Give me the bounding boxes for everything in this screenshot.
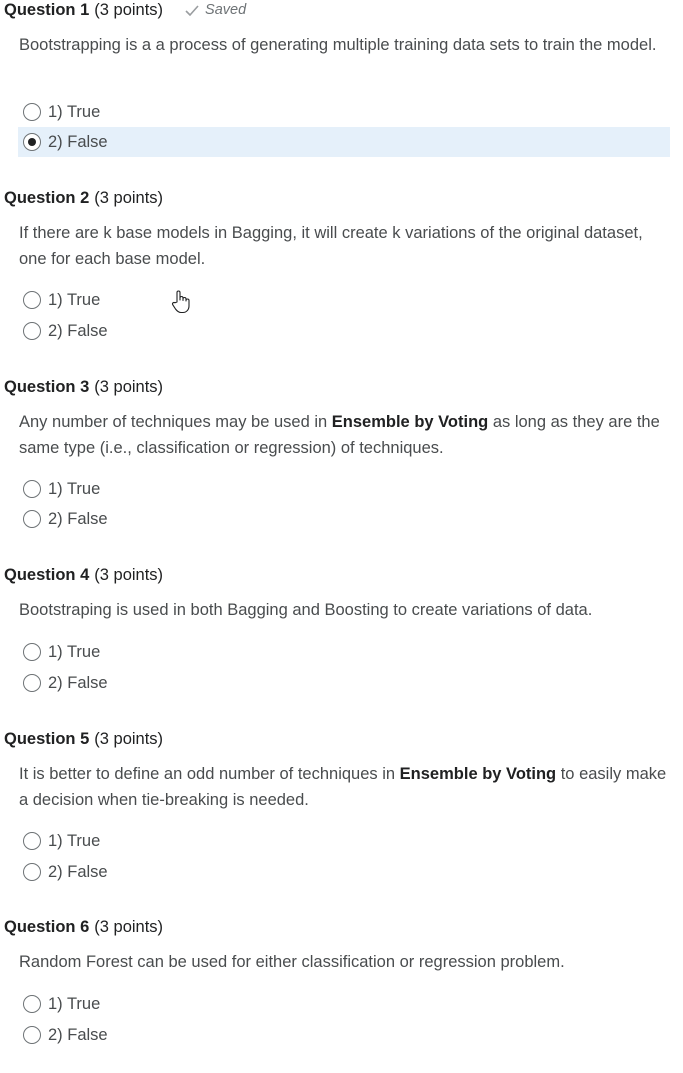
option-label: 1) True: [48, 831, 101, 850]
option-label: 1) True: [48, 994, 101, 1013]
answer-option-true[interactable]: [18, 474, 670, 504]
saved-label: Saved: [205, 2, 247, 18]
checkmark-icon: [185, 5, 199, 16]
question-points: (3 points): [94, 565, 164, 584]
radio-button[interactable]: [23, 832, 41, 850]
radio-button[interactable]: [23, 643, 41, 661]
question-header: [4, 377, 163, 397]
answer-option-true[interactable]: [18, 97, 670, 127]
answer-option-false[interactable]: [18, 127, 670, 157]
question-text-part: Any number of techniques may be used in: [19, 413, 332, 431]
answer-option-false[interactable]: [18, 316, 670, 346]
option-label: 2) False: [48, 321, 108, 340]
answer-option-false[interactable]: [18, 1020, 670, 1050]
question-text-part: as long as they are the same type (i.e., classification or regression) of techniques.: [19, 413, 660, 457]
question-text-part: to easily make a decision when tie-breaking is needed.: [19, 765, 667, 809]
answer-option-true[interactable]: [18, 989, 670, 1019]
question-number: Question 5: [4, 729, 90, 748]
answer-option-false[interactable]: [18, 504, 670, 534]
question-number: Question 6: [4, 917, 90, 936]
answer-option-false[interactable]: [18, 668, 670, 698]
radio-button[interactable]: [23, 863, 41, 881]
radio-button[interactable]: [23, 674, 41, 692]
option-label: 1) True: [48, 102, 101, 121]
radio-button[interactable]: [23, 291, 41, 309]
question-number: Question 2: [4, 188, 90, 207]
question-text: Bootstraping is used in both Bagging and Boosting to create variations of data.: [19, 601, 593, 619]
answer-option-true[interactable]: [18, 637, 670, 667]
question-text: [19, 762, 674, 813]
answer-option-true[interactable]: [18, 285, 670, 315]
saved-status: [185, 2, 246, 18]
radio-button[interactable]: [23, 995, 41, 1013]
option-label: 1) True: [48, 479, 101, 498]
question-header: [4, 188, 163, 208]
question-points: (3 points): [94, 188, 164, 207]
option-label: 1) True: [48, 642, 101, 661]
question-text: If there are k base models in Bagging, it will create k variations of the original dataset, one for each base model.: [19, 224, 643, 268]
question-number: Question 4: [4, 565, 90, 584]
radio-button[interactable]: [23, 322, 41, 340]
question-header: [4, 917, 163, 937]
question-number: Question 3: [4, 377, 90, 396]
radio-button[interactable]: [23, 480, 41, 498]
radio-button[interactable]: [23, 510, 41, 528]
option-label: 2) False: [48, 862, 108, 881]
question-header: [4, 0, 246, 20]
question-text: Random Forest can be used for either classification or regression problem.: [19, 953, 565, 971]
hand-cursor-icon: [171, 290, 191, 314]
question-points: (3 points): [94, 729, 164, 748]
question-header: [4, 565, 163, 585]
question-points: (3 points): [94, 377, 164, 396]
question-text-emphasis: Ensemble by Voting: [399, 765, 557, 783]
question-points: (3 points): [94, 0, 164, 19]
radio-button[interactable]: [23, 1026, 41, 1044]
question-number: Question 1: [4, 0, 90, 19]
answer-option-true[interactable]: [18, 826, 670, 856]
question-points: (3 points): [94, 917, 164, 936]
question-text: [19, 410, 674, 461]
option-label: 2) False: [48, 1025, 108, 1044]
question-text-emphasis: Ensemble by Voting: [331, 413, 489, 431]
option-label: 1) True: [48, 290, 101, 309]
question-text: Bootstrapping is a a process of generating multiple training data sets to train the model.: [19, 36, 657, 54]
option-label: 2) False: [48, 509, 108, 528]
radio-button[interactable]: [23, 103, 41, 121]
question-text-part: It is better to define an odd number of techniques in: [19, 765, 400, 783]
option-label: 2) False: [48, 673, 108, 692]
question-header: [4, 729, 163, 749]
option-label: 2) False: [48, 132, 108, 151]
answer-option-false[interactable]: [18, 857, 670, 887]
radio-button[interactable]: [23, 133, 41, 151]
